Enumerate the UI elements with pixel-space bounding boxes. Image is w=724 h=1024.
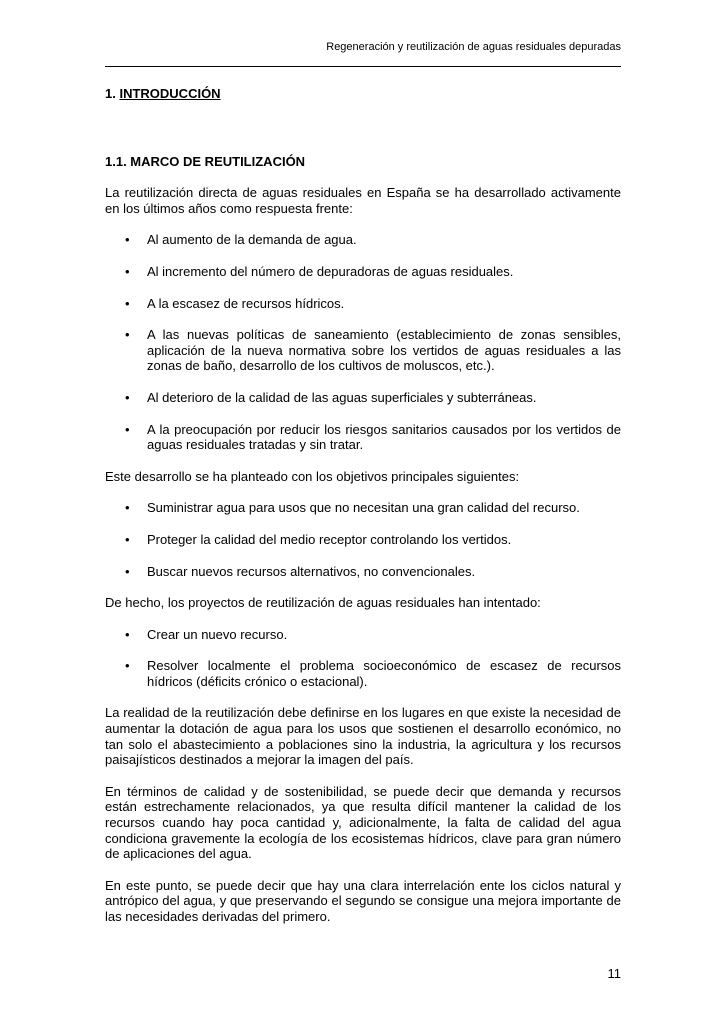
list-item: • Buscar nuevos recursos alternativos, no convencionales.: [125, 563, 476, 579]
causes-list: [105, 232, 621, 452]
list-item: • Crear un nuevo recurso.: [125, 626, 288, 642]
objectives-intro-paragraph: Este desarrollo se ha planteado con los objetivos principales siguientes:: [105, 468, 520, 484]
list-item: • Suministrar agua para usos que no necesitan una gran calidad del recurso.: [125, 500, 580, 516]
page-number: 11: [607, 966, 621, 981]
bullet-icon: •: [125, 626, 130, 642]
intro-paragraph: La reutilización directa de aguas residuales en España se ha desarrollado activamente en los últimos años como respuesta frente:: [105, 185, 621, 216]
attempts-list: [105, 627, 621, 690]
page-content: [105, 86, 621, 925]
section-title: INTRODUCCIÓN: [119, 86, 221, 101]
objectives-list: [105, 500, 621, 579]
bullet-icon: •: [125, 658, 130, 674]
list-item: • Al deterioro de la calidad de las aguas superficiales y subterráneas.: [125, 389, 537, 405]
list-item: • Proteger la calidad del medio receptor controlando los vertidos.: [125, 531, 512, 547]
reality-paragraph: La realidad de la reutilización debe definirse en los lugares en que existe la necesidad de aumentar la dotación de agua para los usos que sostienen el desarrollo económico, no tan solo el abastecimiento a poblaciones sino la industria, la agricultura y los recursos paisajísticos destinados a mejorar la imagen del país.: [105, 705, 621, 768]
section-number: 1.: [105, 86, 116, 101]
header-divider: [105, 66, 621, 67]
quality-paragraph: En términos de calidad y de sostenibilidad, se puede decir que demanda y recursos están estrechamente relacionados, ya que resulta difícil mantener la calidad de los recursos cuando hay poca cantidad y, adicionalmente, la falta de calidad del agua condiciona gravemente la ecología de los ecosistemas hídricos, clave para gran número de aplicaciones del agua.: [105, 783, 621, 862]
list-item: • Al incremento del número de depuradoras de aguas residuales.: [125, 263, 514, 279]
bullet-icon: •: [125, 421, 130, 437]
bullet-icon: •: [125, 389, 130, 405]
list-item: • A la preocupación por reducir los riesgos sanitarios causados por los vertidos de aguas residuales tratadas y sin tratar.: [125, 421, 621, 453]
running-header: Regeneración y reutilización de aguas residuales depuradas: [326, 41, 621, 53]
bullet-icon: •: [125, 263, 130, 279]
bullet-icon: •: [125, 563, 130, 579]
interrelation-paragraph: En este punto, se puede decir que hay una clara interrelación ente los ciclos natural y antrópico del agua, y que preservando el segundo se consigue una mejora importante de las necesidades derivadas del primero.: [105, 877, 621, 924]
projects-intro-paragraph: De hecho, los proyectos de reutilización de aguas residuales han intentado:: [105, 595, 541, 611]
bullet-icon: •: [125, 295, 130, 311]
list-item: • Al aumento de la demanda de agua.: [125, 232, 357, 248]
bullet-icon: •: [125, 531, 130, 547]
list-item: • A la escasez de recursos hídricos.: [125, 295, 345, 311]
subsection-heading: 1.1. MARCO DE REUTILIZACIÓN: [105, 153, 306, 169]
bullet-icon: •: [125, 500, 130, 516]
section-heading: [105, 86, 621, 102]
list-item: • Resolver localmente el problema socioeconómico de escasez de recursos hídricos (déficits crónico o estacional).: [125, 658, 621, 689]
bullet-icon: •: [125, 232, 130, 248]
bullet-icon: •: [125, 327, 130, 343]
list-item: • A las nuevas políticas de saneamiento (establecimiento de zonas sensibles, aplicación de la nueva normativa sobre los vertidos de aguas residuales a las zonas de baño, desarrollo de los cultivos de moluscos, etc.).: [125, 327, 621, 374]
